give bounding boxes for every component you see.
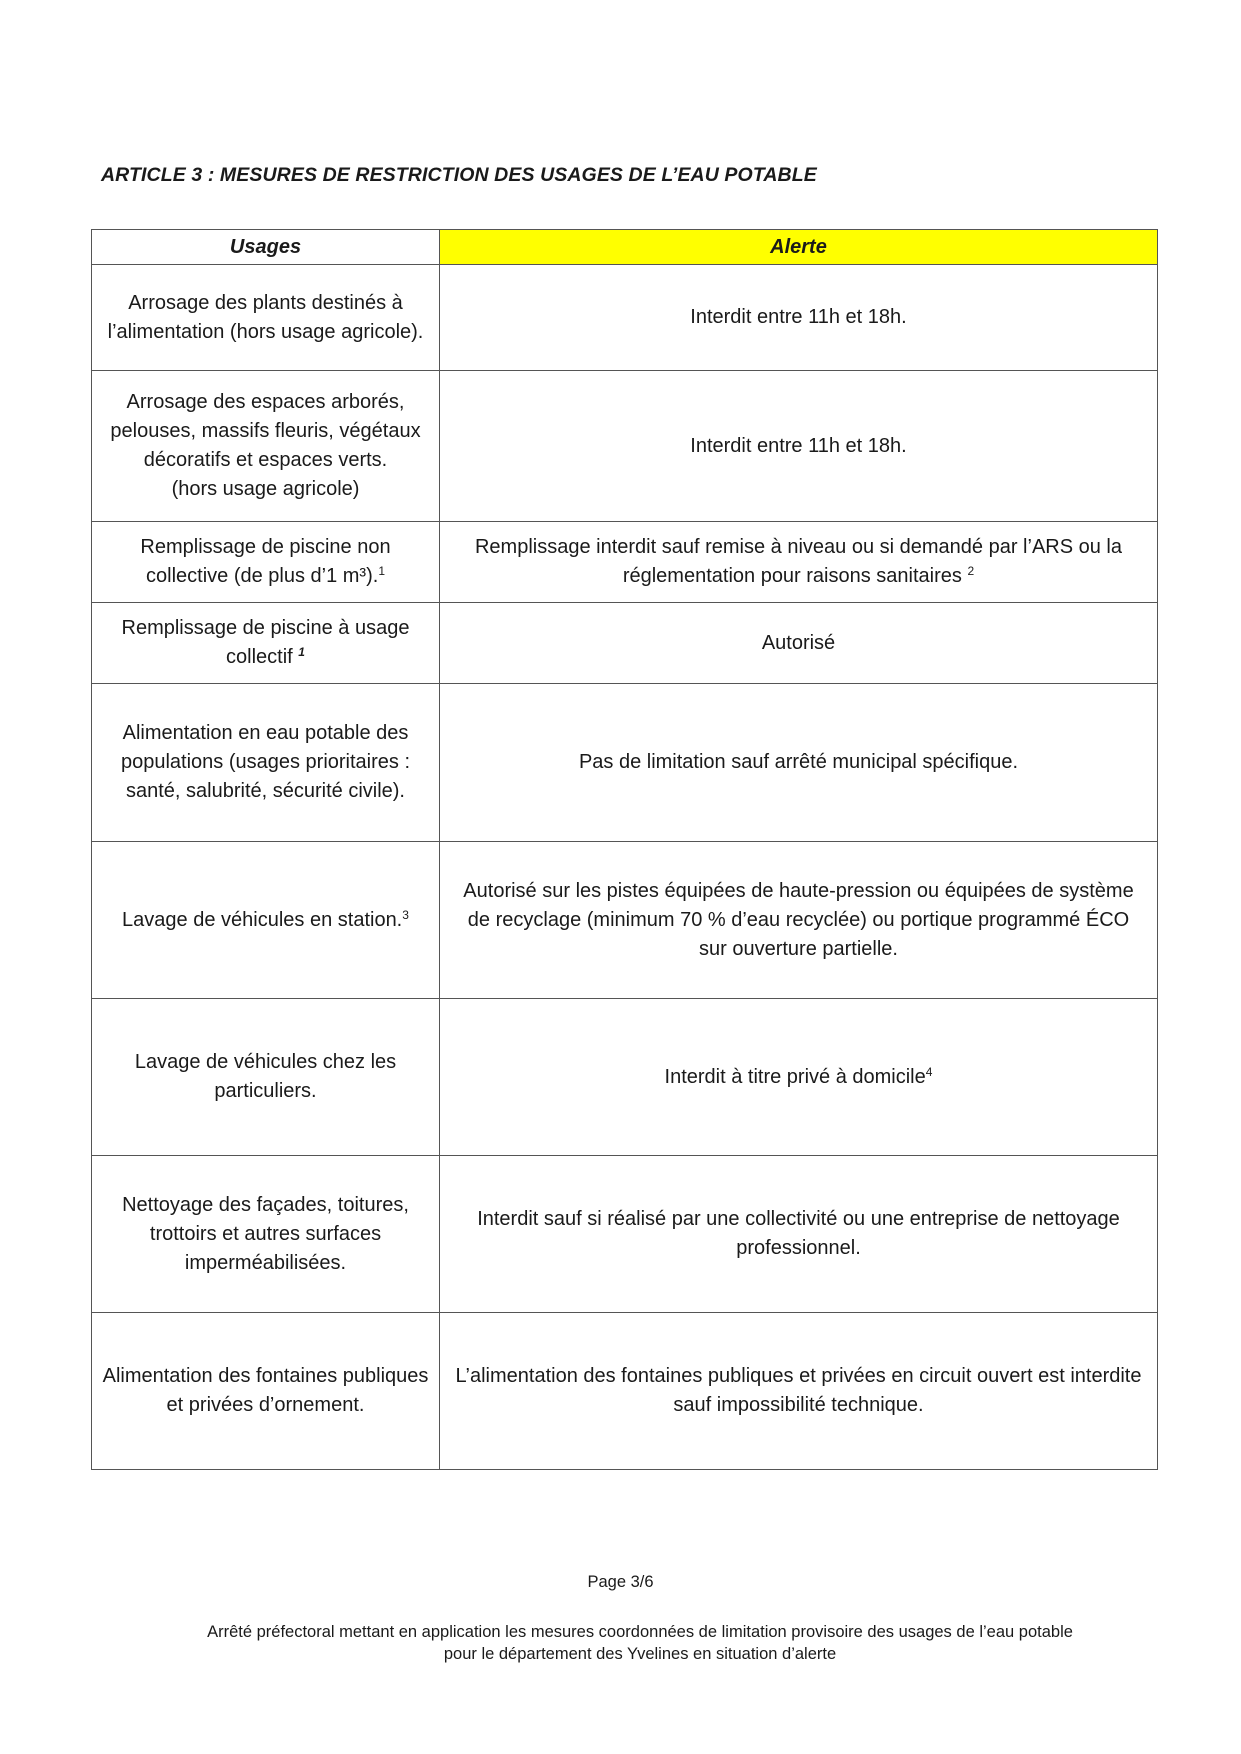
- header-alerte: Alerte: [440, 230, 1158, 265]
- usage-cell: [92, 1313, 440, 1470]
- usage-cell: [92, 1156, 440, 1313]
- alerte-text: Pas de limitation sauf arrêté municipal spécifique.: [578, 751, 1019, 773]
- usage-cell: [92, 265, 440, 371]
- table-row: [92, 1313, 1158, 1470]
- table-row: [92, 603, 1158, 684]
- alerte-cell: [440, 842, 1158, 999]
- article-title: ARTICLE 3 : MESURES DE RESTRICTION DES USAGES DE L’EAU POTABLE: [101, 164, 817, 186]
- table-row: [92, 265, 1158, 371]
- table-row: [92, 371, 1158, 522]
- footnote-ref: 1: [378, 564, 385, 578]
- alerte-cell: [440, 522, 1158, 603]
- alerte-text: Autorisé sur les pistes équipées de haute-pression ou équipées de système de recyclage (minimum 70 % d’eau recyclée) ou portique programmé ÉCO sur ouverture partielle.: [463, 879, 1134, 960]
- alerte-cell: [440, 265, 1158, 371]
- footer: [120, 1621, 1160, 1665]
- usage-cell: [92, 371, 440, 522]
- alerte-text: Autorisé: [761, 631, 836, 654]
- usage-text: Remplissage de piscine non collective (de plus d’1 m³).: [140, 536, 391, 587]
- table-header-row: [92, 230, 1158, 265]
- alerte-text: Remplissage interdit sauf remise à niveau ou si demandé par l’ARS ou la réglementation pour raisons sanitaires: [474, 536, 1122, 587]
- alerte-text: Interdit sauf si réalisé par une collectivité ou une entreprise de nettoyage professionnel.: [477, 1208, 1120, 1259]
- footer-line-2: pour le département des Yvelines en situation d’alerte: [443, 1645, 837, 1663]
- usage-cell: [92, 999, 440, 1156]
- usage-text: Alimentation en eau potable des populations (usages prioritaires : santé, salubrité, sécurité civile).: [120, 722, 411, 802]
- usage-note: (hors usage agricole): [171, 478, 360, 500]
- footnote-ref: 4: [925, 1064, 933, 1079]
- page-number: Page 3/6: [587, 1573, 654, 1591]
- header-usages: Usages: [92, 230, 440, 265]
- usage-cell: [92, 842, 440, 999]
- usage-text: Lavage de véhicules chez les particuliers.: [134, 1051, 397, 1102]
- table-row: [92, 999, 1158, 1156]
- usage-text: Arrosage des espaces arborés, pelouses, massifs fleuris, végétaux décoratifs et espaces verts.: [110, 391, 421, 471]
- usage-cell: [92, 522, 440, 603]
- usage-text: Arrosage des plants destinés à l’alimentation (hors usage agricole).: [107, 291, 424, 343]
- restrictions-table: [91, 229, 1158, 1470]
- alerte-text: Interdit entre 11h et 18h.: [690, 306, 907, 328]
- usage-cell: [92, 684, 440, 842]
- alerte-cell: [440, 684, 1158, 842]
- alerte-text: L’alimentation des fontaines publiques et privées en circuit ouvert est interdite sauf impossibilité technique.: [455, 1365, 1142, 1416]
- table-row: [92, 684, 1158, 842]
- table-row: [92, 522, 1158, 603]
- alerte-cell: [440, 999, 1158, 1156]
- footnote-ref: 3: [402, 907, 409, 922]
- footnote-ref: 1: [298, 645, 305, 659]
- table-row: [92, 1156, 1158, 1313]
- alerte-cell: [440, 371, 1158, 522]
- alerte-text: Interdit entre 11h et 18h.: [690, 434, 907, 457]
- usage-cell: [92, 603, 440, 684]
- usage-text: Lavage de véhicules en station.: [122, 908, 403, 931]
- footer-line-1: Arrêté préfectoral mettant en application les mesures coordonnées de limitation provisoire des usages de l’eau potable: [207, 1623, 1073, 1641]
- alerte-text: Interdit à titre privé à domicile: [664, 1065, 926, 1088]
- table-row: [92, 842, 1158, 999]
- alerte-cell: [440, 603, 1158, 684]
- footnote-ref: 2: [967, 564, 975, 578]
- usage-text: Alimentation des fontaines publiques et privées d’ornement.: [102, 1365, 429, 1416]
- usage-text: Remplissage de piscine à usage collectif: [121, 617, 410, 668]
- alerte-cell: [440, 1156, 1158, 1313]
- alerte-cell: [440, 1313, 1158, 1470]
- usage-text: Nettoyage des façades, toitures, trottoirs et autres surfaces imperméabilisées.: [122, 1193, 409, 1274]
